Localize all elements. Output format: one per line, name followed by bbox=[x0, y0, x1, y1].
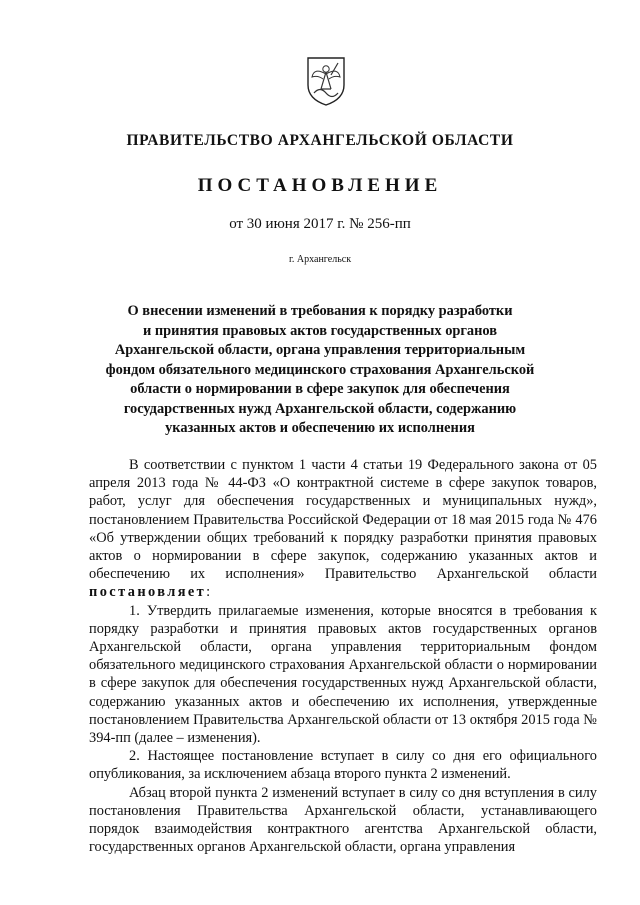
title-line: и принятия правовых актов государственных органов bbox=[142, 322, 498, 339]
document-date-number: от 30 июня 2017 г. № 256-пп bbox=[229, 216, 411, 232]
preamble-colon: : bbox=[206, 584, 211, 601]
resolves-word: постановляет bbox=[89, 584, 207, 601]
title-line: Архангельской области, органа управления территориальным bbox=[114, 342, 526, 358]
title-line: государственных нужд Архангельской области, содержанию bbox=[123, 400, 517, 417]
document-city: г. Архангельск bbox=[288, 254, 352, 265]
preamble-text: В соответствии с пунктом 1 части 4 статьи 19 Федерального закона от 05 апреля 2013 года № 44-ФЗ «О контрактной системе в сфере закупок товаров, работ, услуг для обеспечения государственных и муниципальных нужд», постановлением Правительства Российской Федерации от 18 мая 2015 года № 476 «Об утверждении общих требований к порядку разработки принятия правовых актов о нормировании в сфере закупок, содержанию указанных актов и обеспечению их исполнения» Правительство Архангельской области bbox=[89, 457, 597, 583]
title-line: фондом обязательного медицинского страхования Архангельской bbox=[105, 361, 535, 378]
document-title bbox=[100, 302, 540, 439]
title-line: указанных актов и обеспечению их исполнения bbox=[165, 420, 475, 436]
body-paragraph-preamble bbox=[89, 456, 597, 602]
body-paragraph-note: Абзац второй пункта 2 изменений вступает в силу со дня вступления в силу постановления Правительства Архангельской области, устанавливающего порядок взаимодействия контрактного агентства Архангельской области, государственных органов Архангельской области, органа управления bbox=[89, 784, 597, 856]
organization-name: ПРАВИТЕЛЬСТВО АРХАНГЕЛЬСКОЙ ОБЛАСТИ bbox=[126, 132, 514, 149]
document-body bbox=[89, 456, 597, 856]
body-paragraph-item-1: 1. Утвердить прилагаемые изменения, которые вносятся в требования к порядку разработки и принятия правовых актов государственных органов Архангельской области, органа управления территориальным фондом обязательного медицинского страхования Архангельской области о нормировании в сфере закупок для обеспечения государственных нужд Архангельской области, содержанию указанных актов и обеспечению их исполнения, утвержденные постановлением Правительства Архангельской области от 13 октября 2015 года № 394-пп (далее – изменения). bbox=[89, 602, 597, 747]
title-line: области о нормировании в сфере закупок для обеспечения bbox=[130, 381, 510, 397]
coat-of-arms-icon bbox=[305, 55, 347, 107]
body-paragraph-item-2: 2. Настоящее постановление вступает в силу со дня его официального опубликования, за исключением абзаца второго пункта 2 изменений. bbox=[89, 748, 597, 783]
title-line: О внесении изменений в требования к порядку разработки bbox=[127, 303, 513, 319]
document-type: ПОСТАНОВЛЕНИЕ bbox=[197, 175, 443, 196]
